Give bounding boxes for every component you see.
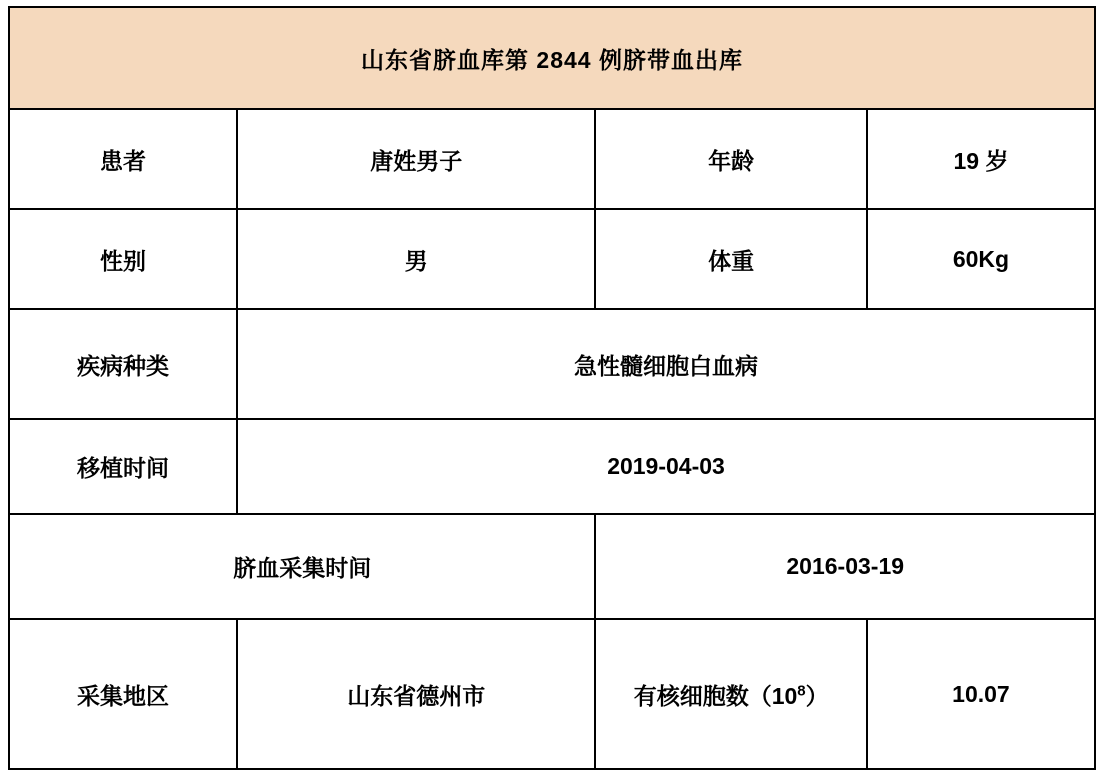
gender-value: 男 [237,209,595,309]
table-row-patient [9,109,1095,209]
nucleated-cell-count-label [595,619,867,769]
nucleated-cell-count-label-tail: ） [805,682,829,709]
disease-value: 急性髓细胞白血病 [237,309,1095,419]
cord-blood-record-table [8,6,1096,770]
weight-value: 60Kg [867,209,1095,309]
nucleated-cell-count-value: 10.07 [867,619,1095,769]
disease-label: 疾病种类 [9,309,237,419]
gender-label: 性别 [9,209,237,309]
collection-region-value: 山东省德州市 [237,619,595,769]
weight-label: 体重 [595,209,867,309]
transplant-date-label: 移植时间 [9,419,237,514]
table-row-collection-region [9,619,1095,769]
age-value: 19 岁 [867,109,1095,209]
collection-date-label: 脐血采集时间 [9,514,595,619]
nucleated-cell-count-exponent: 8 [797,681,806,699]
transplant-date-value: 2019-04-03 [237,419,1095,514]
patient-value: 唐姓男子 [237,109,595,209]
table-row-gender [9,209,1095,309]
table-row-collection-date [9,514,1095,619]
table-row-title [9,7,1095,109]
document-title: 山东省脐血库第 2844 例脐带血出库 [9,7,1095,109]
age-label: 年龄 [595,109,867,209]
collection-date-value: 2016-03-19 [595,514,1095,619]
collection-region-label: 采集地区 [9,619,237,769]
nucleated-cell-count-label-text: 有核细胞数（10 [633,682,798,709]
table-row-disease [9,309,1095,419]
patient-label: 患者 [9,109,237,209]
table-row-transplant-date [9,419,1095,514]
